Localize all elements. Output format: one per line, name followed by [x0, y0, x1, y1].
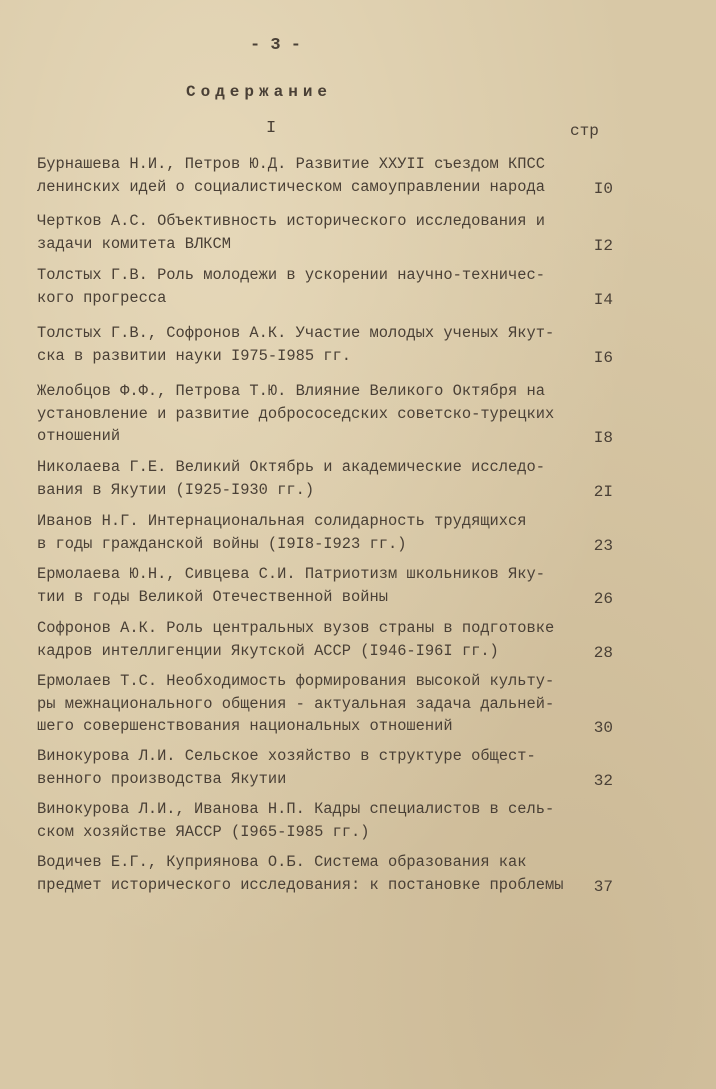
toc-entry-page: 2I [593, 482, 613, 501]
toc-entry-line: кого прогресса [37, 288, 167, 307]
toc-entry-line: кадров интеллигенции Якутской АССР (I946-I96I гг.) [37, 641, 499, 660]
toc-entry-page: I0 [593, 179, 613, 198]
toc-entry-page: 28 [593, 643, 613, 662]
page-column-header: стр [570, 122, 599, 140]
toc-entry-line: в годы гражданской войны (I9I8-I923 гг.) [37, 534, 407, 553]
toc-entry [37, 264, 613, 309]
toc-entry-page: I6 [593, 348, 613, 367]
toc-entry [37, 153, 613, 198]
toc-entry-line: Винокурова Л.И., Иванова Н.П. Кадры специалистов в сель- [37, 800, 555, 818]
page-title: Содержание [186, 83, 333, 101]
toc-entry-line: Толстых Г.В. Роль молодежи в ускорении научно-техничес- [37, 266, 545, 284]
toc-entry-line: Бурнашева Н.И., Петров Ю.Д. Развитие XXУII съездом КПСС [37, 155, 545, 173]
toc-entry-line: ском хозяйстве ЯАССР (I965-I985 гг.) [37, 822, 370, 841]
toc-entry-line: задачи комитета ВЛКСМ [37, 234, 231, 253]
page-number: - 3 - [250, 36, 302, 55]
toc-entry [37, 745, 613, 790]
toc-entry [37, 563, 613, 608]
toc-entry-line: венного производства Якутии [37, 769, 287, 788]
toc-entry-line: ленинских идей о социалистическом самоуправлении народа [37, 177, 545, 196]
toc-entry [37, 210, 613, 255]
toc-entry-page: I8 [593, 429, 613, 447]
toc-entry [37, 798, 607, 843]
toc-entry-page: I4 [593, 290, 613, 309]
toc-entry-line: ска в развитии науки I975-I985 гг. [37, 346, 352, 365]
toc-entry-line: Ермолаев Т.С. Необходимость формирования высокой культу- [37, 672, 555, 690]
toc-entry-line: Желобцов Ф.Ф., Петрова Т.Ю. Влияние Великого Октября на [37, 382, 545, 400]
toc-entry [37, 670, 613, 738]
toc-entry [37, 617, 613, 662]
toc-entry-line: тии в годы Великой Отечественной войны [37, 587, 388, 606]
toc-entry-page: 32 [593, 771, 613, 790]
toc-entry-line: Ермолаева Ю.Н., Сивцева С.И. Патриотизм школьников Яку- [37, 565, 545, 583]
toc-entry [37, 510, 613, 555]
toc-entry [37, 380, 613, 448]
toc-entry-line: предмет исторического исследования: к постановке проблемы [37, 875, 564, 894]
toc-entry-line: вания в Якутии (I925-I930 гг.) [37, 480, 315, 499]
toc-entry-line: Иванов Н.Г. Интернациональная солидарность трудящихся [37, 512, 527, 530]
toc-entry-line: шего совершенствования национальных отношений [37, 717, 453, 735]
toc-entry-line: ры межнационального общения - актуальная задача дальней- [37, 694, 555, 713]
toc-entry-line: отношений [37, 427, 121, 445]
toc-entry-page: 23 [593, 536, 613, 555]
toc-entry-page: 26 [593, 589, 613, 608]
toc-entry-line: Чертков А.С. Объективность исторического исследования и [37, 212, 545, 230]
toc-entry-line: Николаева Г.Е. Великий Октябрь и академические исследо- [37, 458, 545, 476]
toc-entry-page: 30 [593, 719, 613, 737]
section-number: I [266, 119, 277, 138]
toc-entry-line: установление и развитие добрососедских советско-турецких [37, 404, 555, 423]
toc-entry-page: I2 [593, 236, 613, 255]
toc-entry-line: Водичев Е.Г., Куприянова О.Б. Система образования как [37, 853, 527, 871]
toc-entry-line: Винокурова Л.И. Сельское хозяйство в структуре общест- [37, 747, 536, 765]
toc-entry-line: Толстых Г.В., Софронов А.К. Участие молодых ученых Якут- [37, 324, 555, 342]
toc-entry-line: Софронов А.К. Роль центральных вузов страны в подготовке [37, 619, 555, 637]
toc-entry [37, 456, 613, 501]
toc-entry [37, 851, 613, 896]
toc-entry [37, 322, 613, 367]
toc-entry-page: 37 [593, 877, 613, 896]
